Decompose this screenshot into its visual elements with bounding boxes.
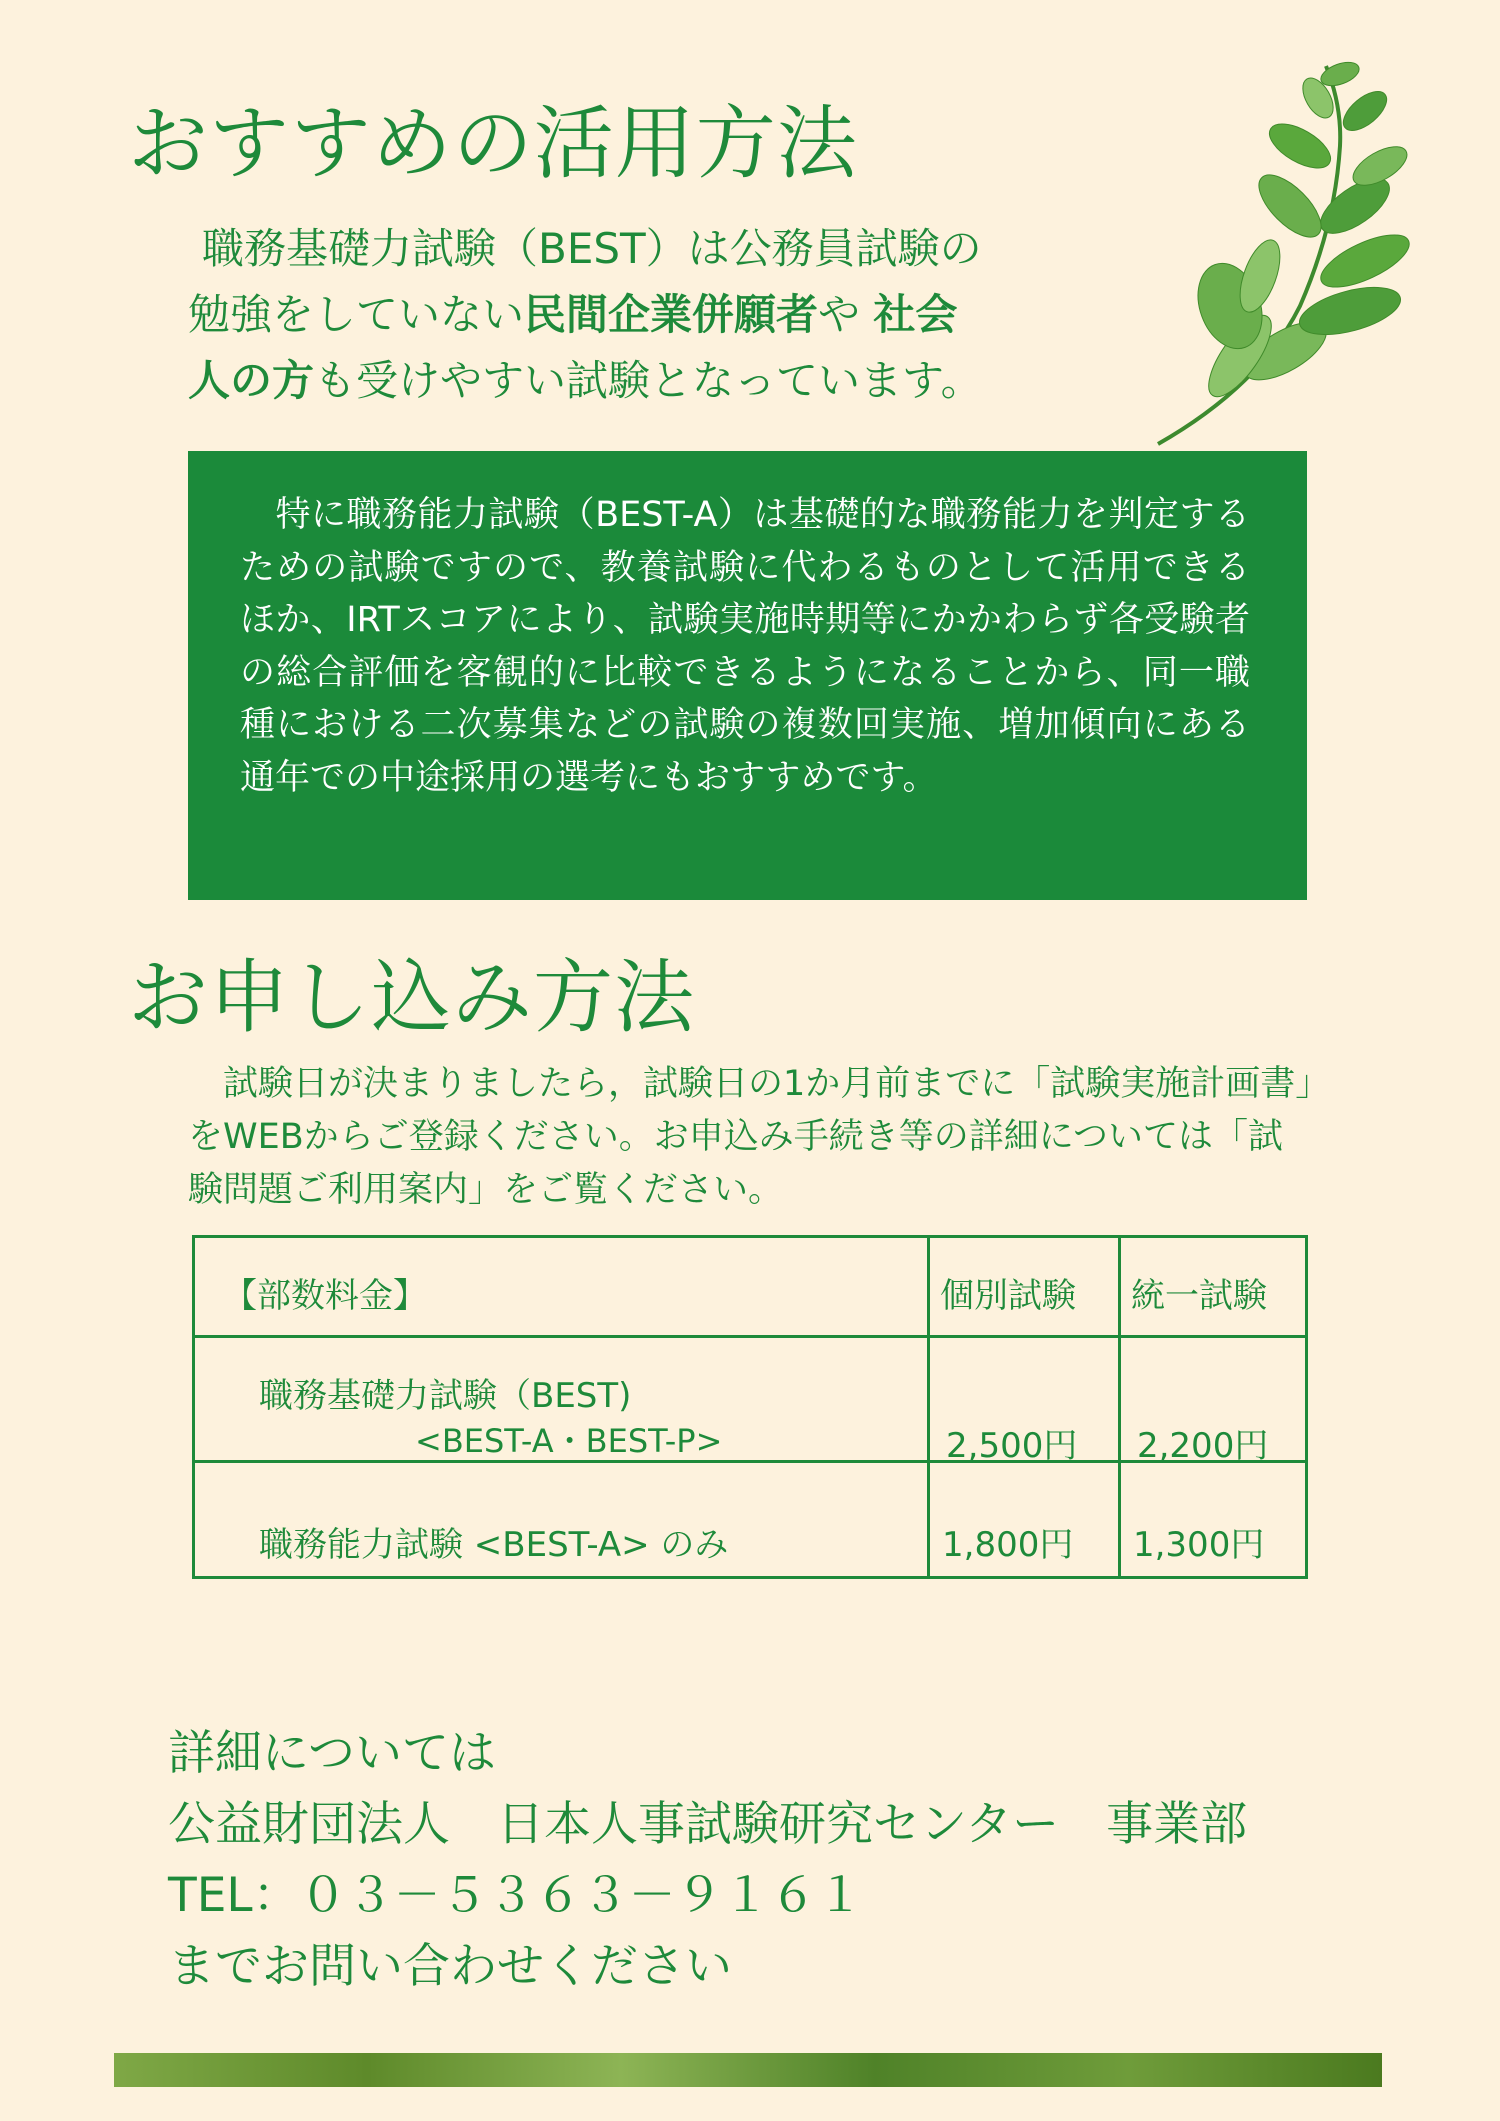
fee-table xyxy=(192,1235,1308,1579)
section-title-recommend: おすすめの活用方法 xyxy=(128,97,858,190)
bottom-decorative-bar xyxy=(114,2053,1382,2087)
intro-paragraph xyxy=(188,216,1108,414)
fee-table-header-individual: 個別試験 xyxy=(940,1276,1077,1316)
fee-row-name: 職務能力試験 <BEST-A> のみ xyxy=(259,1524,729,1565)
contact-organization: 公益財団法人 日本人事試験研究センター 事業部 xyxy=(168,1797,1248,1852)
fee-table-header-row xyxy=(194,1237,1307,1337)
intro-bold-private-companies: 民間企業併願者 xyxy=(524,290,819,339)
intro-bold-people: 人の方 xyxy=(188,356,315,405)
table-row xyxy=(194,1461,1307,1577)
intro-line-2-mid: や xyxy=(818,290,874,339)
fee-individual-value: 1,800円 xyxy=(942,1524,1074,1565)
fee-row-name: 職務基礎力試験（BEST) xyxy=(259,1375,632,1416)
contact-closing: までお問い合わせください xyxy=(168,1939,732,1994)
fee-table-header-unified: 統一試験 xyxy=(1130,1276,1267,1316)
intro-line-3-plain: も受けやすい試験となっています。 xyxy=(314,356,983,405)
fee-unified-value: 1,300円 xyxy=(1132,1524,1265,1565)
highlight-text: 特に職務能力試験（BEST-A）は基礎的な職務能力を判定するための試験ですので、教養試験に代わるものとして活用できるほか、IRTスコアにより、試験実施時期等にかかわらず各受験者の総合評価を客観的に比較できるようになることから、同一職種における二次募集などの試験の複数回実施、増加傾向にある通年での中途採用の選考にもおすすめです。 xyxy=(240,495,1250,798)
leaf-branch-illustration xyxy=(1150,56,1410,451)
highlight-box xyxy=(188,451,1307,900)
fee-table-header-label: 【部数料金】 xyxy=(223,1276,427,1316)
intro-bold-society: 社会 xyxy=(873,290,958,339)
contact-line-details: 詳細については xyxy=(168,1726,497,1781)
fee-individual-value: 2,500円 xyxy=(946,1425,1078,1466)
apply-paragraph: 試験日が決まりましたら，試験日の1か月前までに「試験実施計画書」をWEBからご登録ください。お申込み手続き等の詳細については「試験問題ご利用案内」をご覧ください。 xyxy=(188,1064,1313,1210)
intro-line-1: 職務基礎力試験（BEST）は公務員試験の xyxy=(202,224,982,273)
fee-unified-value: 2,200円 xyxy=(1136,1425,1269,1466)
table-row xyxy=(194,1336,1307,1461)
fee-row-subname: <BEST-A・BEST-P> xyxy=(415,1421,723,1460)
intro-line-2-plain: 勉強をしていない xyxy=(188,290,525,339)
contact-block xyxy=(168,1718,1247,2002)
contact-phone: TEL：０３－５３６３－９１６１ xyxy=(168,1868,864,1923)
section-title-apply: お申し込み方法 xyxy=(128,951,695,1044)
